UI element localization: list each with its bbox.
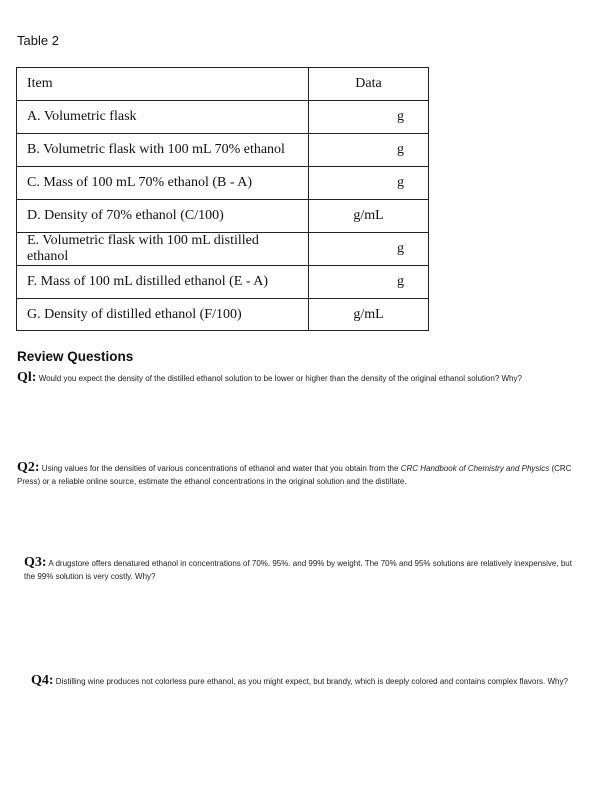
question-label: Ql: [17, 370, 37, 385]
question-3 [24, 556, 576, 583]
question-label: Q2: [17, 460, 40, 475]
question-label: Q3: [24, 555, 47, 570]
row-unit: g [309, 101, 429, 134]
question-text: Would you expect the density of the distilled ethanol solution to be lower or higher than the density of the original ethanol solution? Why? [38, 374, 522, 383]
table-title: Table 2 [17, 33, 59, 48]
table-row [17, 167, 429, 200]
row-item: E. Volumetric flask with 100 mL distilled ethanol [17, 233, 309, 266]
question-text: Distilling wine produces not colorless pure ethanol, as you might expect, but brandy, which is deeply colored and contains complex flavors. Why? [55, 677, 568, 686]
row-unit: g [309, 266, 429, 299]
row-item: B. Volumetric flask with 100 mL 70% ethanol [17, 134, 309, 167]
row-unit: g [309, 167, 429, 200]
table-row [17, 266, 429, 299]
row-unit: g/mL [309, 200, 429, 233]
table-row [17, 134, 429, 167]
question-text: Using values for the densities of various concentrations of ethanol and water that you obtain from the [41, 464, 399, 473]
header-data: Data [309, 68, 429, 101]
row-item: C. Mass of 100 mL 70% ethanol (B - A) [17, 167, 309, 200]
row-item: A. Volumetric flask [17, 101, 309, 134]
table-row [17, 200, 429, 233]
table-row [17, 101, 429, 134]
row-item: F. Mass of 100 mL distilled ethanol (E - A) [17, 266, 309, 299]
table-header-row [17, 68, 429, 101]
row-item: G. Density of distilled ethanol (F/100) [17, 299, 309, 331]
table-row [17, 233, 429, 266]
review-questions-heading: Review Questions [17, 349, 134, 364]
question-text: A drugstore offers denatured ethanol in concentrations of 70%. 95%. and 99% by weight. The 70% and 95% solutions are relatively inexpensive, but the 99% solution is very costly. Why? [24, 559, 572, 581]
question-4 [31, 674, 576, 688]
row-item: D. Density of 70% ethanol (C/100) [17, 200, 309, 233]
data-table [16, 67, 429, 331]
row-unit: g [309, 233, 429, 266]
question-label: Q4: [31, 673, 54, 688]
question-text-italic: CRC Handbook of Chemistry and Physics [400, 464, 550, 473]
question-2 [17, 461, 577, 488]
question-text: (CRC Press) or a reliable online source, estimate the ethanol concentrations in the original solution and the distillate. [17, 464, 572, 486]
row-unit: g/mL [309, 299, 429, 331]
table-row [17, 299, 429, 331]
header-item: Item [17, 68, 309, 101]
row-unit: g [309, 134, 429, 167]
question-1 [17, 371, 587, 385]
